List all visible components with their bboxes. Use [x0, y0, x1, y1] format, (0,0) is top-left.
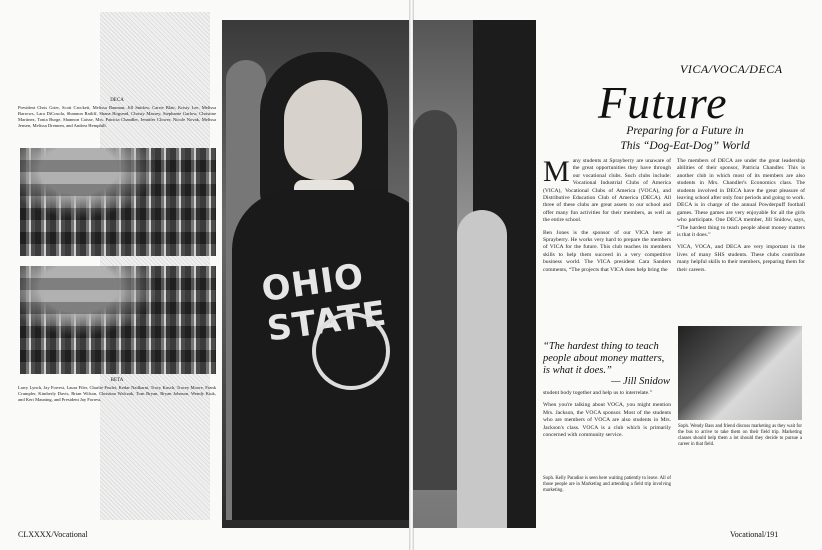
background-students-photo — [413, 20, 536, 528]
article-paragraph: VICA, VOCA, and DECA are very important in the lives of many SHS students. These clubs contribute many helpful skills to their members, preparing them for their careers. — [677, 244, 805, 273]
article-column-1-continued — [543, 390, 671, 444]
deca-caption-title: DECA — [110, 98, 124, 103]
photo-caption-right: Soph. Wendy Bass and friend discuss marketing as they wait for the bus to arrive to take them on their field trip. Marketing classes should help them a lot should they decide to pursue a career in that field. — [678, 424, 802, 447]
article-column-1 — [543, 155, 671, 279]
pull-quote-attribution: — Jill Snidow — [611, 376, 670, 387]
photo-caption-center: Soph. Kelly Paradise is seen here waiting patiently to leave. All of those people are in Marketing and attending a field trip involving marketing. — [543, 476, 671, 493]
deca-group-photo — [20, 148, 216, 256]
deca-caption-text: President Chris Grier, Scott Crockett, Melissa Bauman, Jill Snidow, Carrie Blair, Kristy Lee, Melissa Barrows, Lara DiCosola, Shannon Ratliff, Shana Hogsead, Christy Massey, Stephanie Garlow, Christine Martinez, Tonia Burge, Shannon Caisse, Mrs. Patricia Chandler, Jennifer Clower, Nicole Novak, Melissa Jensen, Melissa Drennen, and Andrea Hemphill. — [18, 105, 216, 128]
left-folio: CLXXXX/Vocational — [18, 530, 88, 539]
beta-caption — [18, 378, 216, 403]
subtitle-line-1: Preparing for a Future in — [626, 125, 744, 137]
beta-caption-title: BETA — [110, 378, 124, 383]
sweatshirt-lettering: OHIO STATE — [259, 256, 390, 350]
paragraph-text: any students at Sprayberry are unaware of the great opportunities they have through our vocational clubs. Such clubs include: Vocational Industrial Clubs of America (VICA), Vocational Clubs of America (VOCA), and Distributive Education Club of America (DECA). All three of these clubs are great assets to our school and offer many fun activities for their members, as well as the entire school. — [543, 158, 671, 224]
article-paragraph: When you're talking about VOCA, you might mention Mrs. Jackson, the VOCA sponsor. Most of the students who are members of VOCA are also students in Mrs. Jackson's class. VOCA is a club which is primarily concerned with community service. — [543, 402, 671, 439]
section-kicker: VICA/VOCA/DECA — [680, 62, 783, 76]
deca-caption — [18, 98, 216, 129]
beta-group-photo — [20, 266, 216, 374]
beta-caption-text: Larry Lynch, Jay Forrest, Laura Filer, Charlie Poulet, Kedar Nadkarni, Tracy Kusch, Tracey Moore, Frank Crumpler, Kimberly Davis, Brian Wilson, Christina Walczak, Tom Bryan, Bryan Johnson, Wendy Kiuk, and Keri Mauning, and President Jay Forrest. — [18, 385, 216, 402]
pull-quote: “The hardest thing to teach people about money matters, is what it does.” — [543, 341, 665, 376]
article-column-2 — [677, 158, 805, 279]
article-paragraph — [543, 155, 671, 225]
student-face — [284, 80, 362, 180]
article-paragraph: Ben Jones is the sponsor of our VICA here at Sprayberry. He works very hard to prepare the members of VICA for the future. This club teaches its members skills to help them succeed in a very competitive business world. The VICA president Cara Sanders comments, “The projects that VICA does help bring the — [543, 229, 671, 273]
marketing-students-photo — [678, 326, 802, 420]
article-paragraph: student body together and help us to interrelate.” — [543, 390, 653, 396]
drop-cap: M — [543, 155, 570, 188]
page-subtitle — [605, 124, 765, 154]
page-title: Future — [598, 77, 728, 128]
right-folio: Vocational/191 — [730, 530, 779, 539]
article-paragraph: The members of DECA are under the great leadership abilities of their sponsor, Patricia Chandler. This is another club in which most of its members are also students in Mrs. Chandler's Economics class. The students involved in DECA have the great pleasure of leaving school after only four periods and going to work. DECA is in charge of the annual Powderpuff football games. These games are very enjoyable for all the girls who participate. One DECA member, Jill Snidow, says, “The hardest thing to teach people about money matters is that it does.” — [677, 158, 805, 239]
university-seal — [312, 312, 390, 390]
subtitle-line-2: This “Dog-Eat-Dog” World — [620, 140, 750, 152]
student-portrait-photo — [222, 20, 409, 528]
